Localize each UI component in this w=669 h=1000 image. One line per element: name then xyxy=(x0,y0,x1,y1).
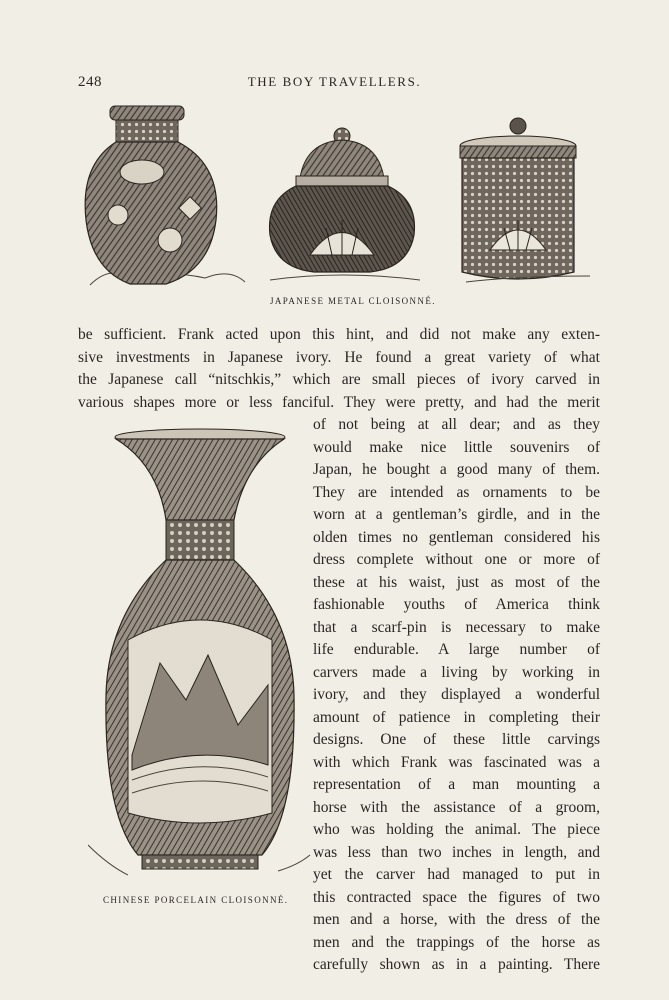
body-line: was less than two inches in length, and xyxy=(313,844,600,861)
lidded-bowl-icon xyxy=(270,128,420,280)
top-illustration xyxy=(70,100,610,295)
body-line: ivory, and they displayed a wonderful xyxy=(313,686,600,703)
body-line: these at his waist, just as most of the xyxy=(313,574,600,591)
body-line: sive investments in Japanese ivory. He found a great variety of what xyxy=(78,349,600,366)
body-line: life endurable. A large number of xyxy=(313,641,600,658)
body-line: worn at a gentleman’s girdle, and in the xyxy=(313,506,600,523)
body-line: the Japanese call “nitschkis,” which are small pieces of ivory carved in xyxy=(78,371,600,388)
body-line: horse with the assistance of a groom, xyxy=(313,799,600,816)
body-line: They are intended as ornaments to be xyxy=(313,484,600,501)
body-line: be sufficient. Frank acted upon this hint, and did not make any exten- xyxy=(78,326,600,343)
body-line: amount of patience in completing their xyxy=(313,709,600,726)
body-line: of not being at all dear; and as they xyxy=(313,416,600,433)
body-line: would make nice little souvenirs of xyxy=(313,439,600,456)
body-line: olden times no gentleman considered his xyxy=(313,529,600,546)
body-line: carefully shown as in a painting. There xyxy=(313,956,600,973)
tall-vase-icon xyxy=(88,425,313,887)
body-line: fashionable youths of America think xyxy=(313,596,600,613)
body-line: this contracted space the figures of two xyxy=(313,889,600,906)
left-figure-caption: CHINESE PORCELAIN CLOISONNÉ. xyxy=(103,895,289,905)
body-line: men and a horse, with the dress of the xyxy=(313,911,600,928)
body-line: representation of a man mounting a xyxy=(313,776,600,793)
cylindrical-box-icon xyxy=(460,118,590,282)
body-line: with which Frank was fascinated was a xyxy=(313,754,600,771)
body-line: various shapes more or less fanciful. They were pretty, and had the merit xyxy=(78,394,600,411)
body-line: dress complete without one or more of xyxy=(313,551,600,568)
body-line: carvers made a living by working in xyxy=(313,664,600,681)
body-line: designs. One of these little carvings xyxy=(313,731,600,748)
top-figure-caption: JAPANESE METAL CLOISONNÉ. xyxy=(270,296,436,306)
body-line: that a scarf-pin is necessary to make xyxy=(313,619,600,636)
body-line: who was holding the animal. The piece xyxy=(313,821,600,838)
body-line: Japan, he bought a good many of them. xyxy=(313,461,600,478)
page-number: 248 xyxy=(78,74,102,90)
body-line: men and the trappings of the horse as xyxy=(313,934,600,951)
body-line: yet the carver had managed to put in xyxy=(313,866,600,883)
running-head: THE BOY TRAVELLERS. xyxy=(247,74,422,89)
jar-vase-icon xyxy=(85,106,245,285)
